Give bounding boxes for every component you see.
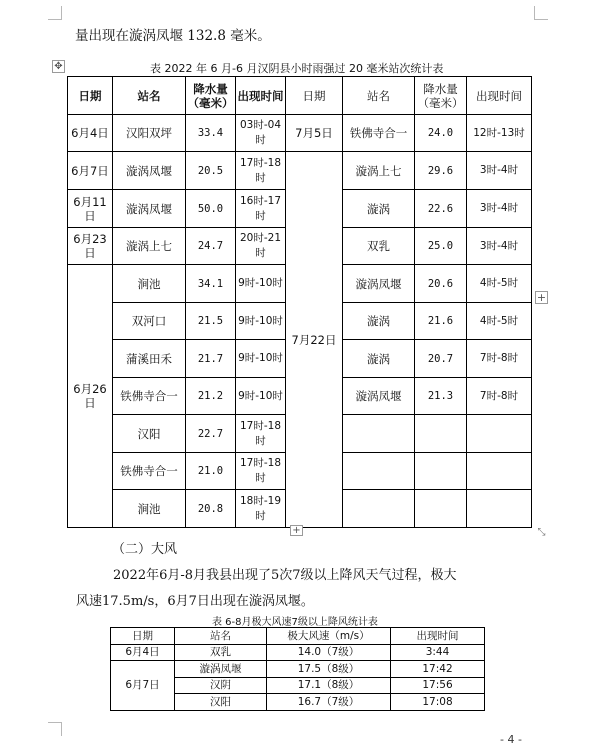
table2-caption: 表 6-8月极大风速7级以上降风统计表 <box>212 617 378 628</box>
cell-date: 6月4日 <box>68 115 113 152</box>
cell-station: 汉阳 <box>113 415 186 453</box>
cell-value-right: 21.6 <box>415 303 467 340</box>
cell-speed: 17.1（8级） <box>267 677 391 694</box>
cell-station: 漩涡凤堰 <box>113 152 186 190</box>
cell-station: 涧池 <box>113 490 186 528</box>
cell-time-right: 4时-5时 <box>467 303 532 340</box>
cell-date: 6月23日 <box>68 228 113 265</box>
cell-empty <box>343 490 415 528</box>
cell-time: 9时-10时 <box>236 265 286 303</box>
cell-value: 24.7 <box>186 228 236 265</box>
header-date-2: 日期 <box>286 77 343 115</box>
cell-station: 汉阳双坪 <box>113 115 186 152</box>
cell-value: 21.0 <box>186 453 236 490</box>
cell-date-right: 7月5日 <box>286 115 343 152</box>
cell-time: 3:44 <box>391 644 485 661</box>
cell-station: 汉阳 <box>175 694 267 711</box>
cell-value-right: 22.6 <box>415 190 467 228</box>
cell-station: 漩涡凤堰 <box>113 190 186 228</box>
cell-value-right: 20.7 <box>415 340 467 378</box>
cell-value: 33.4 <box>186 115 236 152</box>
cell-value: 22.7 <box>186 415 236 453</box>
intro-line: 量出现在漩涡凤堰 132.8 毫米。 <box>75 28 271 44</box>
cell-station: 汉阴 <box>175 677 267 694</box>
table-row <box>68 115 532 152</box>
cell-date: 6月4日 <box>111 644 175 661</box>
cell-empty <box>467 415 532 453</box>
cell-speed: 14.0（7级） <box>267 644 391 661</box>
cell-value: 20.8 <box>186 490 236 528</box>
header-time: 出现时间 <box>236 77 286 115</box>
cell-station-right: 漩涡上七 <box>343 152 415 190</box>
header-station: 站名 <box>175 628 267 645</box>
cell-station: 双河口 <box>113 303 186 340</box>
header-date: 日期 <box>111 628 175 645</box>
cell-station: 蒲溪田禾 <box>113 340 186 378</box>
cell-time-right: 12时-13时 <box>467 115 532 152</box>
cell-station-right: 漩涡 <box>343 303 415 340</box>
paragraph-line-1: 2022年6月-8月我县出现了5次7级以上降风天气过程，极大 <box>113 568 457 583</box>
section-heading: （二）大风 <box>112 542 178 557</box>
cell-time-right: 7时-8时 <box>467 378 532 415</box>
cell-date: 6月7日 <box>68 152 113 190</box>
cell-value-right: 25.0 <box>415 228 467 265</box>
header-time: 出现时间 <box>391 628 485 645</box>
cell-station-right: 漩涡 <box>343 340 415 378</box>
cell-value-right: 29.6 <box>415 152 467 190</box>
cell-empty <box>343 453 415 490</box>
cell-time: 9时-10时 <box>236 378 286 415</box>
cell-station-right: 铁佛寺合一 <box>343 115 415 152</box>
cell-empty <box>467 453 532 490</box>
diagonal-arrows-icon[interactable]: ⤡ <box>537 527 546 538</box>
cell-date-merged: 6月7日 <box>111 661 175 711</box>
cell-value: 34.1 <box>186 265 236 303</box>
cell-empty <box>415 453 467 490</box>
cell-value: 21.7 <box>186 340 236 378</box>
cell-station: 双乳 <box>175 644 267 661</box>
header-station: 站名 <box>113 77 186 115</box>
table-row <box>111 661 485 678</box>
cell-station: 漩涡上七 <box>113 228 186 265</box>
header-date: 日期 <box>68 77 113 115</box>
header-speed: 极大风速（m/s） <box>267 628 391 645</box>
table1-caption: 表 2022 年 6 月-6 月汉阴县小时雨强过 20 毫米站次统计表 <box>150 62 444 75</box>
cell-date: 6月11日 <box>68 190 113 228</box>
cell-value-right: 21.3 <box>415 378 467 415</box>
cell-value: 21.2 <box>186 378 236 415</box>
cell-time: 03时-04时 <box>236 115 286 152</box>
paragraph-line-2: 风速17.5m/s，6月7日出现在漩涡凤堰。 <box>76 594 314 609</box>
crop-mark-bottom-left <box>48 722 62 736</box>
cell-time: 17时-18时 <box>236 415 286 453</box>
cell-time-right: 3时-4时 <box>467 228 532 265</box>
crop-mark-top-right <box>534 6 548 20</box>
cell-time: 9时-10时 <box>236 340 286 378</box>
table-move-handle[interactable] <box>52 60 65 73</box>
cell-time-right: 3时-4时 <box>467 190 532 228</box>
header-rain-2: 降水量（毫米） <box>415 77 467 115</box>
header-rain: 降水量（毫米） <box>186 77 236 115</box>
cell-empty <box>343 415 415 453</box>
cell-value: 50.0 <box>186 190 236 228</box>
table2-header-row <box>111 628 485 645</box>
cell-time: 9时-10时 <box>236 303 286 340</box>
cell-time: 18时-19时 <box>236 490 286 528</box>
header-station-2: 站名 <box>343 77 415 115</box>
cell-time: 16时-17时 <box>236 190 286 228</box>
table-row <box>111 644 485 661</box>
cell-empty <box>415 490 467 528</box>
wind-table <box>110 627 485 711</box>
cell-time: 17时-18时 <box>236 152 286 190</box>
cell-time: 17时-18时 <box>236 453 286 490</box>
cell-time: 17:56 <box>391 677 485 694</box>
cell-station: 铁佛寺合一 <box>113 378 186 415</box>
add-column-button[interactable]: + <box>536 291 547 304</box>
cell-value: 21.5 <box>186 303 236 340</box>
cell-date-merged: 6月26日 <box>68 265 113 528</box>
cell-time: 17:42 <box>391 661 485 678</box>
cell-value-right: 20.6 <box>415 265 467 303</box>
cell-time-right: 3时-4时 <box>467 152 532 190</box>
cell-station: 漩涡凤堰 <box>175 661 267 678</box>
cell-time-right: 4时-5时 <box>467 265 532 303</box>
rainfall-table <box>67 76 532 528</box>
cell-time: 17:08 <box>391 694 485 711</box>
cell-time: 20时-21时 <box>236 228 286 265</box>
cell-station-right: 双乳 <box>343 228 415 265</box>
move-cross-icon: ✥ <box>54 61 63 72</box>
cell-station: 涧池 <box>113 265 186 303</box>
cell-station-right: 漩涡凤堰 <box>343 265 415 303</box>
header-time-2: 出现时间 <box>467 77 532 115</box>
cell-date-right-merged: 7月22日 <box>286 152 343 528</box>
add-row-button[interactable]: + <box>290 525 303 536</box>
cell-value: 20.5 <box>186 152 236 190</box>
cell-station: 铁佛寺合一 <box>113 453 186 490</box>
table1-header-row <box>68 77 532 115</box>
cell-time-right: 7时-8时 <box>467 340 532 378</box>
page-number: - 4 - <box>500 733 522 746</box>
cell-speed: 17.5（8级） <box>267 661 391 678</box>
cell-speed: 16.7（7级） <box>267 694 391 711</box>
crop-mark-top-left <box>48 6 62 20</box>
cell-station-right: 漩涡 <box>343 190 415 228</box>
cell-value-right: 24.0 <box>415 115 467 152</box>
cell-empty <box>467 490 532 528</box>
cell-station-right: 漩涡凤堰 <box>343 378 415 415</box>
table-row <box>68 152 532 190</box>
cell-empty <box>415 415 467 453</box>
